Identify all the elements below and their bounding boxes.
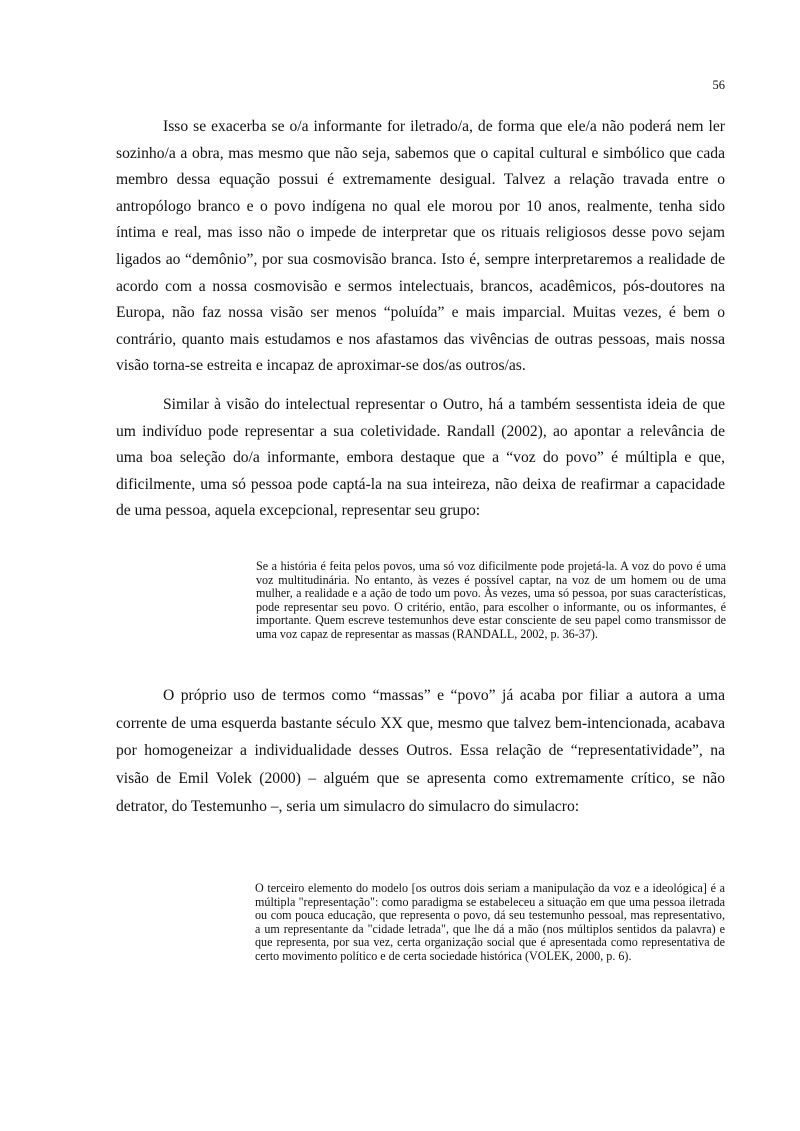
body-paragraph-1: Isso se exacerba se o/a informante for iletrado/a, de forma que ele/a não poderá nem ler sozinho/a a obra, mas mesmo que não seja, sabemos que o capital cultural e simbólico que cada membro dessa equação possui é extremamente desigual. Talvez a relação travada entre o antropólogo branco e o povo indígena no qual ele morou por 10 anos, realmente, tenha sido íntima e real, mas isso não o impede de interpretar que os rituais religiosos desse povo sejam ligados ao “demônio”, por sua cosmovisão branca. Isto é, sempre interpretaremos a realidade de acordo com a nossa cosmovisão e sermos intelectuais, brancos, acadêmicos, pós-doutores na Europa, não faz nossa visão ser menos “poluída” e mais imparcial. Muitas vezes, é bem o contrário, quanto mais estudamos e nos afastamos das vivências de outras pessoas, mais nossa visão torna-se estreita e incapaz de aproximar-se dos/as outros/as. [116, 118, 725, 375]
body-paragraph-3: O próprio uso de termos como “massas” e “povo” já acaba por filiar a autora a uma corrente de uma esquerda bastante século XX que, mesmo que talvez bem-intencionada, acabava por homogeneizar a individualidade desses Outros. Essa relação de “representatividade”, na visão de Emil Volek (2000) – alguém que se apresenta como extremamente crítico, se não detrator, do Testemunho –, seria um simulacro do simulacro do simulacro: [116, 687, 725, 815]
block-quote-randall: Se a história é feita pelos povos, uma só voz dificilmente pode projetá-la. A voz do povo é uma voz multitudinária. No entanto, às vezes é possível captar, na voz de um homem ou de uma mulher, a realidade e a ação de todo um povo. Às vezes, uma só pessoa, por suas características, pode representar seu povo. O critério, então, para escolher o informante, ou os informantes, é importante. Quem escreve testemunhos deve estar consciente de seu papel como transmissor de uma voz capaz de representar as massas (RANDALL, 2002, p. 36-37). [256, 559, 726, 641]
page-number: 56 [712, 78, 725, 92]
body-paragraph-2: Similar à visão do intelectual representar o Outro, há a também sessentista ideia de que um indivíduo pode representar a sua coletividade. Randall (2002), ao apontar a relevância de uma boa seleção do/a informante, embora destaque que a “voz do povo” é múltipla e que, dificilmente, uma só pessoa pode captá-la na sua inteireza, não deixa de reafirmar a capacidade de uma pessoa, aquela excepcional, representar seu grupo: [116, 396, 725, 520]
block-quote-volek: O terceiro elemento do modelo [os outros dois seriam a manipulação da voz e a ideológica] é a múltipla "representação": como paradigma se estabeleceu a situação em que uma pessoa iletrada ou com pouca educação, que representa o povo, dá seu testemunho pessoal, mas representativo, a um representante da "cidade letrada", que lhe dá a mão (nos múltiplos sentidos da palavra) e que representa, por sua vez, certa organização social que é apresentada como representativa de certo movimento político e de certa sociedade histórica (VOLEK, 2000, p. 6). [255, 881, 725, 963]
